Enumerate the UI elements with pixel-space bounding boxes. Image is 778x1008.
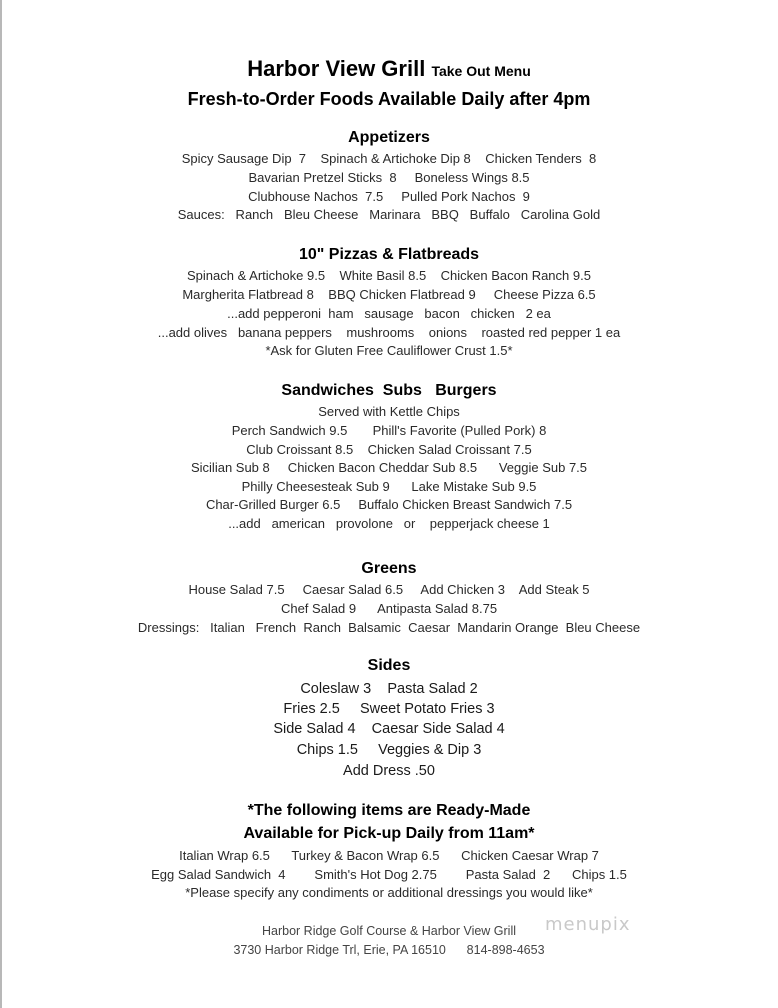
menu-line: Chef Salad 9 Antipasta Salad 8.75	[280, 601, 498, 616]
dressings-line: Dressings: Italian French Ranch Balsamic Caesar Mandarin Orange Bleu Cheese	[137, 620, 641, 635]
restaurant-name: Harbor View Grill	[247, 56, 426, 81]
ready-made-heading-line-1: *The following items are Ready-Made	[247, 802, 531, 819]
section-heading-sandwiches: Sandwiches Subs Burgers	[281, 382, 497, 399]
watermark-logo: menupix	[545, 914, 631, 935]
section-heading-pizzas: 10" Pizzas & Flatbreads	[298, 246, 480, 263]
menu-line: Spicy Sausage Dip 7 Spinach & Artichoke Dip 8 Chicken Tenders 8	[181, 151, 597, 166]
ready-made-heading-line-2: Available for Pick-up Daily from 11am*	[243, 825, 535, 842]
menu-line: House Salad 7.5 Caesar Salad 6.5 Add Chicken 3 Add Steak 5	[188, 582, 590, 597]
menu-line: ...add olives banana peppers mushrooms onions roasted red pepper 1 ea	[157, 325, 621, 340]
menu-title	[0, 56, 778, 84]
menu-line: ...add american provolone or pepperjack cheese 1	[228, 516, 550, 531]
menu-line: Club Croissant 8.5 Chicken Salad Croissant 7.5	[246, 442, 532, 457]
menu-line: Egg Salad Sandwich 4 Smith's Hot Dog 2.75 Pasta Salad 2 Chips 1.5	[151, 867, 627, 882]
section-heading-greens: Greens	[361, 560, 417, 577]
menu-line: Fries 2.5 Sweet Potato Fries 3	[283, 701, 495, 717]
menu-line: Perch Sandwich 9.5 Phill's Favorite (Pulled Pork) 8	[231, 423, 547, 438]
menu-type: Take Out Menu	[431, 63, 531, 79]
menu-subtitle: Fresh-to-Order Foods Available Daily after 4pm	[187, 89, 591, 109]
menu-line: Italian Wrap 6.5 Turkey & Bacon Wrap 6.5 Chicken Caesar Wrap 7	[179, 848, 599, 863]
menu-line: Clubhouse Nachos 7.5 Pulled Pork Nachos 9	[248, 189, 530, 204]
section-heading-sides: Sides	[367, 657, 411, 674]
menu-line: Margherita Flatbread 8 BBQ Chicken Flatbread 9 Cheese Pizza 6.5	[182, 287, 596, 302]
menu-note: *Ask for Gluten Free Cauliflower Crust 1.5*	[265, 343, 513, 358]
menu-line: Char-Grilled Burger 6.5 Buffalo Chicken Breast Sandwich 7.5	[205, 497, 573, 512]
footer-venue: Harbor Ridge Golf Course & Harbor View Grill	[261, 924, 517, 938]
menu-line: Sicilian Sub 8 Chicken Bacon Cheddar Sub 8.5 Veggie Sub 7.5	[190, 460, 588, 475]
menu-line: Bavarian Pretzel Sticks 8 Boneless Wings 8.5	[248, 170, 530, 185]
menu-line: Chips 1.5 Veggies & Dip 3	[296, 742, 482, 758]
menu-line: Add Dress .50	[343, 763, 435, 779]
section-heading-appetizers: Appetizers	[348, 129, 430, 146]
menu-note: *Please specify any condiments or additional dressings you would like*	[185, 885, 593, 900]
menu-line: Spinach & Artichoke 9.5 White Basil 8.5 Chicken Bacon Ranch 9.5	[187, 268, 591, 283]
menu-line: Philly Cheesesteak Sub 9 Lake Mistake Sub 9.5	[241, 479, 537, 494]
menu-note: Served with Kettle Chips	[318, 404, 460, 419]
menu-line: Coleslaw 3 Pasta Salad 2	[300, 681, 478, 697]
sauces-line: Sauces: Ranch Bleu Cheese Marinara BBQ Buffalo Carolina Gold	[177, 207, 601, 222]
menu-line: ...add pepperoni ham sausage bacon chicken 2 ea	[227, 306, 551, 321]
footer-address: 3730 Harbor Ridge Trl, Erie, PA 16510 814-898-4653	[233, 943, 545, 957]
menu-line: Side Salad 4 Caesar Side Salad 4	[273, 721, 505, 737]
